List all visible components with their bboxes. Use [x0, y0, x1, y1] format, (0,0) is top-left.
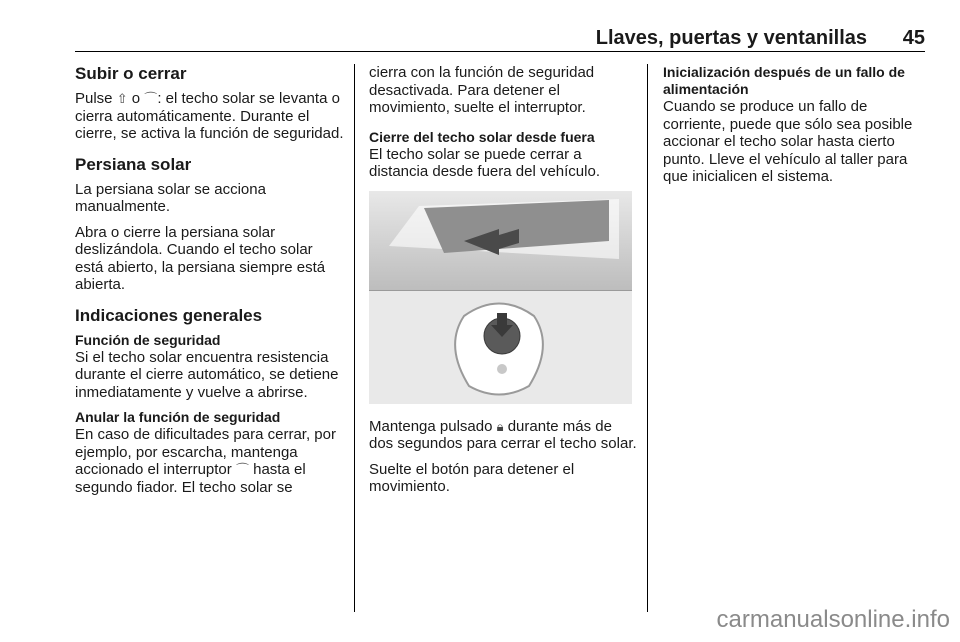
paragraph-suelte: Suelte el botón para detener el movimiento.: [369, 460, 575, 495]
header-rule: [75, 51, 925, 52]
text-pulse: Pulse: [75, 90, 113, 107]
column-2: [369, 64, 639, 504]
remote-key-illustration: [369, 291, 632, 404]
paragraph-persiana-2: Abra o cierre la persiana solar deslizándola. Cuando el techo solar está abierto, la persiana siempre está abierta.: [75, 223, 326, 293]
subheading-anular-funcion: Anular la función de seguridad: [75, 409, 281, 425]
sunroof-illustration: [369, 191, 632, 290]
heading-indicaciones: Indicaciones generales: [75, 305, 263, 325]
sunroof-close-icon: ⌒: [144, 91, 158, 106]
text-mantenga-b: durante más de dos segundos para cerrar el techo solar.: [369, 417, 637, 452]
column-3: [663, 64, 933, 194]
sunroof-tilt-icon: ⇧: [116, 91, 128, 106]
heading-subir-cerrar: Subir o cerrar: [75, 64, 187, 83]
paragraph-persiana-1: La persiana solar se acciona manualmente.: [75, 180, 266, 215]
column-divider-2: [647, 64, 648, 612]
text-o: o: [131, 90, 141, 107]
page-number: 45: [902, 27, 925, 49]
column-divider-1: [354, 64, 355, 612]
paragraph-continuation: cierra con la función de seguridad desactivada. Para detener el movimiento, suelte el interruptor.: [369, 64, 595, 116]
paragraph-subir: [75, 90, 345, 143]
subheading-inicializacion: Inicialización después de un fallo de alimentación: [663, 64, 905, 97]
text-subir-rest: : el techo solar se levanta o cierra automáticamente. Durante el cierre, se activa la función de seguridad.: [75, 90, 344, 142]
header-title: Llaves, puertas y ventanillas: [595, 27, 867, 49]
paragraph-inicializacion: Cuando se produce un fallo de corriente, puede que sólo sea posible accionar el techo solar hasta cierto punto. Lleve el vehículo al taller para que inicialicen el sistema.: [663, 98, 913, 185]
heading-persiana-solar: Persiana solar: [75, 154, 192, 174]
paragraph-cierre: El techo solar se puede cerrar a distancia desde fuera del vehículo.: [369, 145, 600, 180]
subheading-funcion-seguridad: Función de seguridad: [75, 331, 221, 348]
lock-button-icon: 🔒︎: [496, 418, 504, 434]
paragraph-funcion: Si el techo solar encuentra resistencia durante el cierre automático, se detiene inmediatamente y vuelve a abrirse.: [75, 348, 339, 401]
sunroof-remote-illustration: [369, 191, 632, 404]
sunroof-closing-image: [369, 191, 632, 290]
subheading-cierre-fuera: Cierre del techo solar desde fuera: [369, 128, 595, 145]
remote-key-image: [369, 291, 632, 404]
text-anular-a: En caso de dificultades para cerrar, por ejemplo, por escarcha, mantenga accionado el interruptor: [75, 426, 336, 478]
text-mantenga-a: Mantenga pulsado: [369, 417, 493, 435]
page-header: [75, 27, 925, 51]
text-anular-b: hasta el segundo fiador. El techo solar se: [75, 461, 306, 496]
watermark: carmanualsonline.info: [716, 606, 950, 633]
sunroof-close-icon: ⌒: [235, 462, 249, 477]
column-1: [75, 64, 345, 504]
paragraph-mantenga: [369, 418, 639, 453]
paragraph-anular: [75, 426, 345, 496]
